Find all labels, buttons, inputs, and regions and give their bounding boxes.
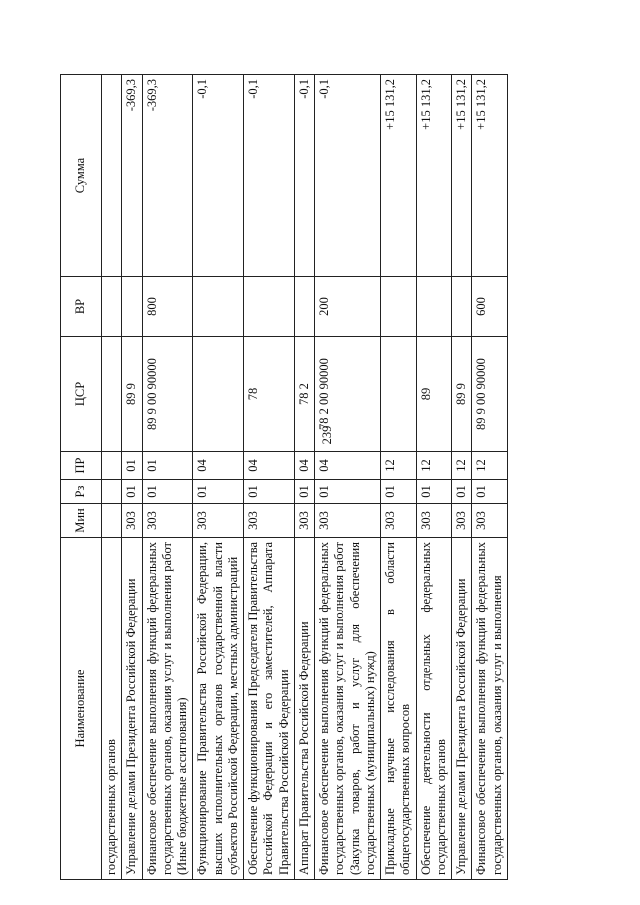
row-pr: 12 [416, 452, 452, 480]
row-min: 303 [472, 504, 508, 538]
row-rz: 01 [294, 480, 314, 504]
header-rz: Рз [61, 480, 102, 504]
row-vr: 600 [472, 277, 508, 337]
header-vr: ВР [61, 277, 102, 337]
row-name: Управление делами Президента Российской Федерации [122, 538, 142, 880]
row-rz [102, 480, 122, 504]
row-name: Финансовое обеспечение выполнения функций федеральных государственных органов, оказания услуг и выполнения [472, 538, 508, 880]
row-rz: 01 [142, 480, 193, 504]
row-pr [102, 452, 122, 480]
row-name: Функционирование Правительства Российской Федерации, высших исполнительных органов государственной власти субъектов Российской Федерации, местных администраций [193, 538, 244, 880]
row-name: государственных органов [102, 538, 122, 880]
row-pr: 04 [315, 452, 381, 480]
row-vr [452, 277, 472, 337]
row-min: 303 [193, 504, 244, 538]
row-sum: -0,1 [315, 75, 381, 277]
table-row [142, 75, 193, 880]
row-min [102, 504, 122, 538]
page-number: 239 [320, 425, 334, 445]
table-row [315, 75, 381, 880]
header-sum: Сумма [61, 75, 102, 277]
row-pr: 04 [294, 452, 314, 480]
row-name: Финансовое обеспечение выполнения функций федеральных государственных органов, оказания услуг и выполнения работ (Иные бюджетные ассигнования) [142, 538, 193, 880]
row-csr: 89 [416, 337, 452, 452]
row-sum: -0,1 [244, 75, 295, 277]
row-min: 303 [416, 504, 452, 538]
row-vr [102, 277, 122, 337]
row-sum [102, 75, 122, 277]
row-pr: 04 [193, 452, 244, 480]
row-csr: 78 2 00 90000 [315, 337, 381, 452]
budget-table [60, 74, 508, 880]
row-sum: +15 131,2 [416, 75, 452, 277]
row-csr [102, 337, 122, 452]
table-header-row [61, 75, 102, 880]
row-name: Аппарат Правительства Российской Федерации [294, 538, 314, 880]
row-min: 303 [381, 504, 417, 538]
row-rz: 01 [452, 480, 472, 504]
row-vr [416, 277, 452, 337]
row-name: Обеспечение функционирования Председателя Правительства Российской Федерации и его заместителей, Аппарата Правительства Российской Федерации [244, 538, 295, 880]
row-name: Управление делами Президента Российской Федерации [452, 538, 472, 880]
row-min: 303 [244, 504, 295, 538]
table-row [102, 75, 122, 880]
table-row [452, 75, 472, 880]
header-name: Наименование [61, 538, 102, 880]
row-min: 303 [142, 504, 193, 538]
row-vr [294, 277, 314, 337]
header-min: Мин [61, 504, 102, 538]
table-row [122, 75, 142, 880]
table-row [381, 75, 417, 880]
row-rz: 01 [193, 480, 244, 504]
table-row [294, 75, 314, 880]
row-sum: +15 131,2 [472, 75, 508, 277]
row-rz: 01 [122, 480, 142, 504]
row-name: Прикладные научные исследования в области общегосударственных вопросов [381, 538, 417, 880]
row-sum: +15 131,2 [452, 75, 472, 277]
row-vr: 200 [315, 277, 381, 337]
row-csr: 89 9 00 90000 [472, 337, 508, 452]
rotated-budget-table [60, 75, 595, 880]
row-vr [193, 277, 244, 337]
row-sum: -0,1 [294, 75, 314, 277]
row-csr [381, 337, 417, 452]
row-min: 303 [294, 504, 314, 538]
row-sum: -0,1 [193, 75, 244, 277]
row-min: 303 [452, 504, 472, 538]
row-sum: +15 131,2 [381, 75, 417, 277]
row-vr [122, 277, 142, 337]
row-sum: -369,3 [122, 75, 142, 277]
row-min: 303 [122, 504, 142, 538]
row-pr: 12 [381, 452, 417, 480]
row-vr [244, 277, 295, 337]
row-csr: 89 9 [122, 337, 142, 452]
row-sum: -369,3 [142, 75, 193, 277]
row-pr: 04 [244, 452, 295, 480]
row-vr [381, 277, 417, 337]
header-pr: ПР [61, 452, 102, 480]
row-rz: 01 [472, 480, 508, 504]
row-rz: 01 [315, 480, 381, 504]
row-pr: 12 [472, 452, 508, 480]
header-csr: ЦСР [61, 337, 102, 452]
row-rz: 01 [416, 480, 452, 504]
row-csr: 78 [244, 337, 295, 452]
row-rz: 01 [244, 480, 295, 504]
row-name: Финансовое обеспечение выполнения функций федеральных государственных органов, оказания услуг и выполнения работ (Закупка товаров, работ и услуг для обеспечения государственных (муниципальных) нужд) [315, 538, 381, 880]
row-min: 303 [315, 504, 381, 538]
row-csr [193, 337, 244, 452]
row-csr: 89 9 [452, 337, 472, 452]
table-row [416, 75, 452, 880]
row-name: Обеспечение деятельности отдельных федеральных государственных органов [416, 538, 452, 880]
table-row [472, 75, 508, 880]
table-row [193, 75, 244, 880]
row-csr: 78 2 [294, 337, 314, 452]
row-vr: 800 [142, 277, 193, 337]
row-pr: 12 [452, 452, 472, 480]
row-pr: 01 [142, 452, 193, 480]
row-rz: 01 [381, 480, 417, 504]
row-pr: 01 [122, 452, 142, 480]
row-csr: 89 9 00 90000 [142, 337, 193, 452]
table-row [244, 75, 295, 880]
